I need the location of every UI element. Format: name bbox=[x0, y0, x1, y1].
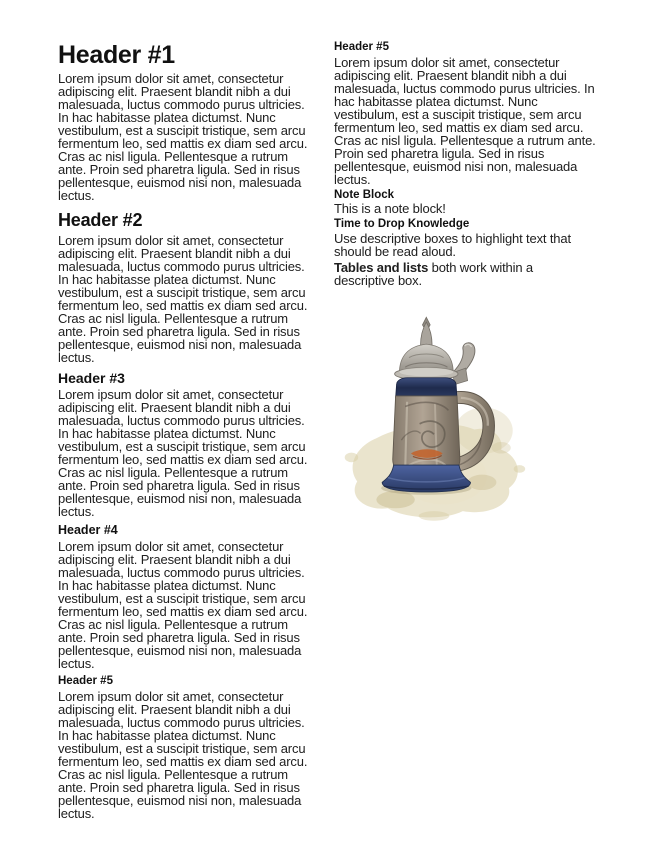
knowledge-bold-lead: Tables and lists bbox=[334, 259, 429, 275]
lorem-paragraph-5: Lorem ipsum dolor sit amet, consectetur adipiscing elit. Praesent blandit nibh a dui malesuada, luctus commodo purus ultricies. In hac habitasse platea dictumst. Nunc vestibulum, est a suscipit tristique, sem arcu fermentum leo, sed mattis ex diam sed arcu. Cras ac nisl ligula. Pellentesque a rutrum ante. Proin sed pharetra ligula. Sed in risus pellentesque, euismod nisi non, malesuada lectus. bbox=[58, 688, 308, 821]
header-2: Header #2 bbox=[58, 210, 143, 231]
knowledge-block-heading: Time to Drop Knowledge bbox=[334, 218, 470, 231]
lorem-paragraph-2: Lorem ipsum dolor sit amet, consectetur adipiscing elit. Praesent blandit nibh a dui malesuada, luctus commodo purus ultricies. In hac habitasse platea dictumst. Nunc vestibulum, est a suscipit tristique, sem arcu fermentum leo, sed mattis ex diam sed arcu. Cras ac nisl ligula. Pellentesque a rutrum ante. Proin sed pharetra ligula. Sed in risus pellentesque, euismod nisi non, malesuada lectus. bbox=[58, 233, 308, 366]
header-5-left: Header #5 bbox=[58, 675, 113, 688]
left-column bbox=[58, 0, 312, 823]
beer-stein-illustration bbox=[338, 311, 530, 527]
stein-lid bbox=[395, 317, 458, 380]
header-5-right: Header #5 bbox=[334, 41, 389, 53]
lorem-paragraph-4: Lorem ipsum dolor sit amet, consectetur adipiscing elit. Praesent blandit nibh a dui malesuada, luctus commodo purus ultricies. In hac habitasse platea dictumst. Nunc vestibulum, est a suscipit tristique, sem arcu fermentum leo, sed mattis ex diam sed arcu. Cras ac nisl ligula. Pellentesque a rutrum ante. Proin sed pharetra ligula. Sed in risus pellentesque, euismod nisi non, malesuada lectus. bbox=[58, 539, 308, 672]
note-block-text: This is a note block! bbox=[334, 201, 446, 217]
knowledge-block-text: Use descriptive boxes to highlight text that should be read aloud. bbox=[334, 230, 571, 259]
stein-blue-band bbox=[396, 378, 457, 398]
right-column bbox=[334, 0, 596, 527]
lorem-paragraph-3: Lorem ipsum dolor sit amet, consectetur adipiscing elit. Praesent blandit nibh a dui malesuada, luctus commodo purus ultricies. In hac habitasse platea dictumst. Nunc vestibulum, est a suscipit tristique, sem arcu fermentum leo, sed mattis ex diam sed arcu. Cras ac nisl ligula. Pellentesque a rutrum ante. Proin sed pharetra ligula. Sed in risus pellentesque, euismod nisi non, malesuada lectus. bbox=[58, 387, 308, 520]
header-4: Header #4 bbox=[58, 523, 118, 538]
header-1: Header #1 bbox=[58, 41, 175, 69]
knowledge-rest: both work within a descriptive box. bbox=[334, 259, 533, 288]
stein-thumblift bbox=[452, 343, 475, 385]
stein-base bbox=[382, 465, 470, 492]
lorem-paragraph-6: Lorem ipsum dolor sit amet, consectetur adipiscing elit. Praesent blandit nibh a dui malesuada, luctus commodo purus ultricies. In hac habitasse platea dictumst. Nunc vestibulum, est a suscipit tristique, sem arcu fermentum leo, sed mattis ex diam sed arcu. Cras ac nisl ligula. Pellentesque a rutrum ante. Proin sed pharetra ligula. Sed in risus pellentesque, euismod nisi non, malesuada lectus. bbox=[334, 54, 596, 187]
note-block-heading: Note Block bbox=[334, 188, 395, 201]
lorem-paragraph-1: Lorem ipsum dolor sit amet, consectetur adipiscing elit. Praesent blandit nibh a dui malesuada, luctus commodo purus ultricies. In hac habitasse platea dictumst. Nunc vestibulum, est a suscipit tristique, sem arcu fermentum leo, sed mattis ex diam sed arcu. Cras ac nisl ligula. Pellentesque a rutrum ante. Proin sed pharetra ligula. Sed in risus pellentesque, euismod nisi non, malesuada lectus. bbox=[58, 71, 308, 204]
header-3: Header #3 bbox=[58, 370, 125, 387]
knowledge-block-text-2 bbox=[334, 261, 596, 287]
stein-body bbox=[393, 396, 460, 474]
